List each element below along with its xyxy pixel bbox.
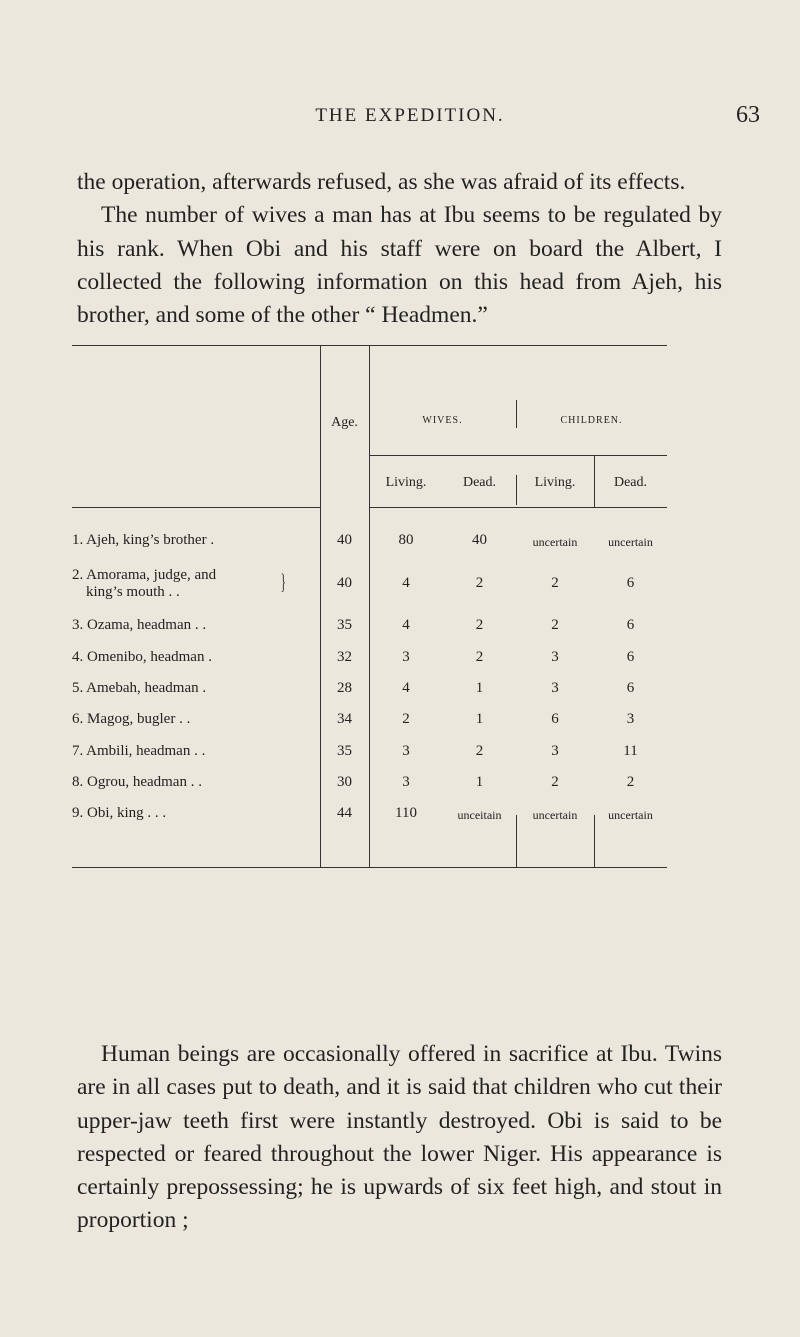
cell-children-dead: 3 [626,711,635,727]
cell-age: 40 [337,532,352,548]
cell-wives-living: 4 [402,575,410,591]
cell-age: 35 [337,743,352,759]
header-children-living: Living. [534,475,576,490]
cell-wives-living: 4 [402,680,410,696]
cell-children-living: 2 [551,617,559,633]
cell-wives-dead: unceitain [457,808,502,822]
cell-children-dead: 11 [623,743,638,759]
header-rule-groups [369,455,667,456]
row-name-line1: 2. Amorama, judge, and [72,567,217,583]
cell-wives-living: 3 [402,774,410,790]
cell-children-living: 3 [551,680,559,696]
row-name: 6. Magog, bugler . . [72,711,191,727]
cell-wives-living: 2 [402,711,410,727]
cell-age: 30 [337,774,352,790]
running-head: THE EXPEDITION. [315,105,505,126]
row-name: 8. Ogrou, headman . . [72,774,202,790]
body-text-top [77,166,722,332]
table-row [72,709,667,739]
table-row [72,615,667,645]
cell-age: 44 [337,805,352,821]
cell-children-dead: 6 [626,575,635,591]
cell-children-dead: uncertain [608,808,653,822]
cell-children-living: uncertain [532,535,578,549]
page-number: 63 [736,102,760,128]
row-name: 1. Ajeh, king’s brother . [72,532,215,548]
cell-children-living: 3 [551,743,559,759]
cell-wives-living: 3 [402,649,410,665]
paragraph-sacrifice: Human beings are occasionally offered in sacrifice at Ibu. Twins are in all cases put to death, and it is said that children who cut their upper-jaw teeth first were instantly destroyed. Obi is said to be respected or feared throughout the lower Niger. His appearance is certainly prepossessing; he is upwards of six feet high, and stout in proportion ; [77,1041,722,1234]
header-rule-subcols [369,507,667,508]
cell-children-dead: 6 [626,617,635,633]
cell-wives-dead: 2 [475,617,484,633]
cell-wives-living: 110 [395,805,417,821]
cell-children-living: 2 [551,774,559,790]
header-children-dead: Dead. [613,475,648,490]
header-wives-living: Living. [385,475,427,490]
cell-wives-dead: 1 [475,711,484,727]
table-row [72,678,667,708]
cell-age: 32 [337,649,352,665]
cell-children-dead: uncertain [608,535,653,549]
cell-wives-dead: 2 [475,575,484,591]
brace-glyph: } [280,569,286,594]
cell-wives-living: 80 [398,532,414,548]
cell-children-living: 3 [551,649,559,665]
table-row [72,647,667,677]
header-wives: WIVES. [422,415,463,426]
cell-wives-dead: 2 [475,743,484,759]
header-rule-name [72,507,320,508]
paragraph-continued: the operation, afterwards refused, as she was afraid of its effects. [77,169,686,195]
table-row [72,741,667,771]
body-text-bottom [77,1038,722,1238]
cell-wives-dead: 40 [472,532,487,548]
row-name: 4. Omenibo, headman . [72,649,212,665]
cell-wives-dead: 2 [475,649,484,665]
header-age: Age. [331,415,358,430]
row-name-line2: king’s mouth . . [86,584,180,600]
cell-children-living: uncertain [532,808,578,822]
wives-children-table [72,345,667,877]
cell-children-living: 2 [551,575,559,591]
cell-age: 28 [337,680,352,696]
row-name: 5. Amebah, headman . [72,680,207,696]
cell-children-dead: 6 [626,680,635,696]
table-row [72,803,667,833]
cell-wives-dead: 1 [475,680,484,696]
table-bottom-rule [72,867,667,868]
table-row [72,772,667,802]
cell-age: 40 [337,575,352,591]
cell-wives-dead: 1 [475,774,484,790]
row-name: 7. Ambili, headman . . [72,743,206,759]
table-row [72,530,667,560]
cell-wives-living: 4 [402,617,410,633]
cell-wives-living: 3 [402,743,410,759]
page-header [60,102,760,135]
cell-age: 35 [337,617,352,633]
row-name: 9. Obi, king . . . [72,805,167,821]
table-row [72,567,667,607]
row-name: 3. Ozama, headman . . [72,617,207,633]
cell-children-dead: 6 [626,649,635,665]
cell-children-dead: 2 [626,774,635,790]
paragraph-wives: The number of wives a man has at Ibu seems to be regulated by his rank. When Obi and his staff were on board the Albert, I collected the following information on this head from Ajeh, his brother, and some of the other “ Headmen.” [77,202,722,329]
header-wives-dead: Dead. [462,475,497,490]
cell-children-living: 6 [551,711,559,727]
cell-age: 34 [337,711,352,727]
header-children: CHILDREN. [560,415,623,426]
